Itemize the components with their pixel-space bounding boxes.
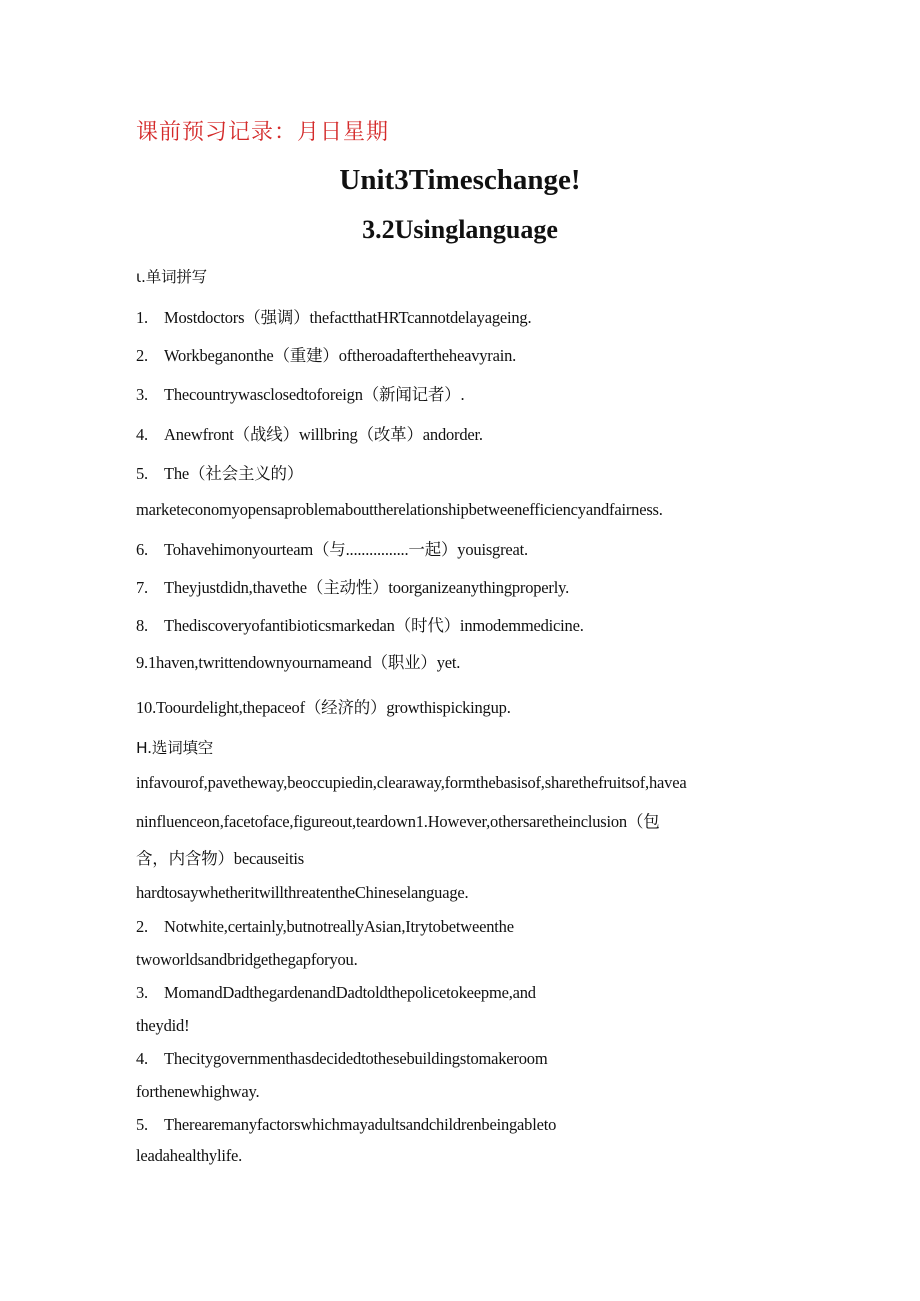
item-text: marketeconomyopensaproblemabouttherelationshipbetweenefficiencyandfairness.	[136, 500, 663, 519]
item-number: 4.	[136, 1049, 148, 1068]
list-item	[136, 1115, 556, 1135]
list-item-continuation: theydid!	[136, 1016, 190, 1035]
item-number: 3.	[136, 983, 148, 1002]
list-item-continuation: twoworldsandbridgethegapforyou.	[136, 950, 358, 969]
list-item	[136, 304, 531, 328]
item-text: 9.1haven,twrittendownyournameand（职业）yet.	[136, 653, 461, 672]
item-number: 8.	[136, 616, 148, 635]
list-item	[136, 612, 584, 636]
item-text: Tohavehimonyourteam（与................一起）youisgreat.	[164, 540, 528, 559]
word-bank-line: ninfluenceon,facetoface,figureout,teardown1.However,othersaretheinclusion（包	[136, 812, 660, 831]
item-text-line: hardtosaywhetheritwillthreatentheChineselanguage.	[136, 883, 469, 902]
page-subtitle: 3.2Usinglanguage	[362, 215, 558, 244]
list-item-continuation: forthenewhighway.	[136, 1082, 260, 1101]
item-number: 3.	[136, 385, 148, 404]
item-text: MomandDadthegardenandDadtoldthepolicetokeepme,and	[164, 983, 536, 1002]
item-text: The（社会主义的）	[164, 464, 304, 483]
item-text: Anewfront（战线）willbring（改革）andorder.	[164, 425, 483, 444]
item-text: Notwhite,certainly,butnotreallyAsian,Itrytobetweenthe	[164, 917, 514, 936]
item-text: Therearemanyfactorswhichmayadultsandchildrenbeingableto	[164, 1115, 557, 1134]
list-item-continuation: leadahealthylife.	[136, 1146, 243, 1165]
item-number: 6.	[136, 540, 148, 559]
list-item	[136, 421, 483, 445]
item-number: 4.	[136, 425, 148, 444]
item-text: Thecitygovernmenthasdecidedtothesebuildingstomakeroom	[164, 1049, 548, 1068]
item-text: Thediscoveryofantibioticsmarkedan（时代）inmodemmedicine.	[164, 616, 584, 635]
list-item	[136, 342, 516, 366]
list-item	[136, 460, 303, 484]
item-number: 5.	[136, 1115, 148, 1134]
word-bank-line: infavourof,pavetheway,beoccupiedin,clearaway,formthebasisof,sharethefruitsof,havea	[136, 773, 687, 792]
item-number: 7.	[136, 578, 148, 597]
list-item-continuation	[136, 500, 663, 520]
page-title: Unit3Timeschange!	[339, 164, 581, 196]
list-item	[136, 574, 569, 598]
item-text-line: 含，内含物）becauseitis	[136, 849, 304, 868]
list-item	[136, 536, 528, 560]
list-item	[136, 983, 536, 1003]
section2-heading: H.选词填空	[136, 739, 214, 757]
list-item	[136, 1049, 547, 1069]
item-number: 5.	[136, 464, 148, 483]
item-text: Thecountrywasclosedtoforeign（新闻记者）.	[164, 385, 465, 404]
item-number: 1.	[136, 308, 148, 327]
list-item	[136, 694, 511, 718]
section1-heading: ι.单词拼写	[136, 268, 207, 286]
item-text: Theyjustdidn,thavethe（主动性）toorganizeanythingproperly.	[164, 578, 570, 597]
item-number: 2.	[136, 917, 148, 936]
list-item	[136, 649, 460, 673]
item-text: Workbeganonthe（重建）oftheroadaftertheheavyrain.	[164, 346, 517, 365]
record-label: 课前预习记录：月日星期	[136, 120, 390, 145]
list-item	[136, 917, 514, 937]
item-number: 2.	[136, 346, 148, 365]
item-text: 10.Toourdelight,thepaceof（经济的）growthispickingup.	[136, 698, 511, 717]
list-item	[136, 381, 464, 405]
item-text: Mostdoctors（强调）thefactthatHRTcannotdelayageing.	[164, 308, 532, 327]
